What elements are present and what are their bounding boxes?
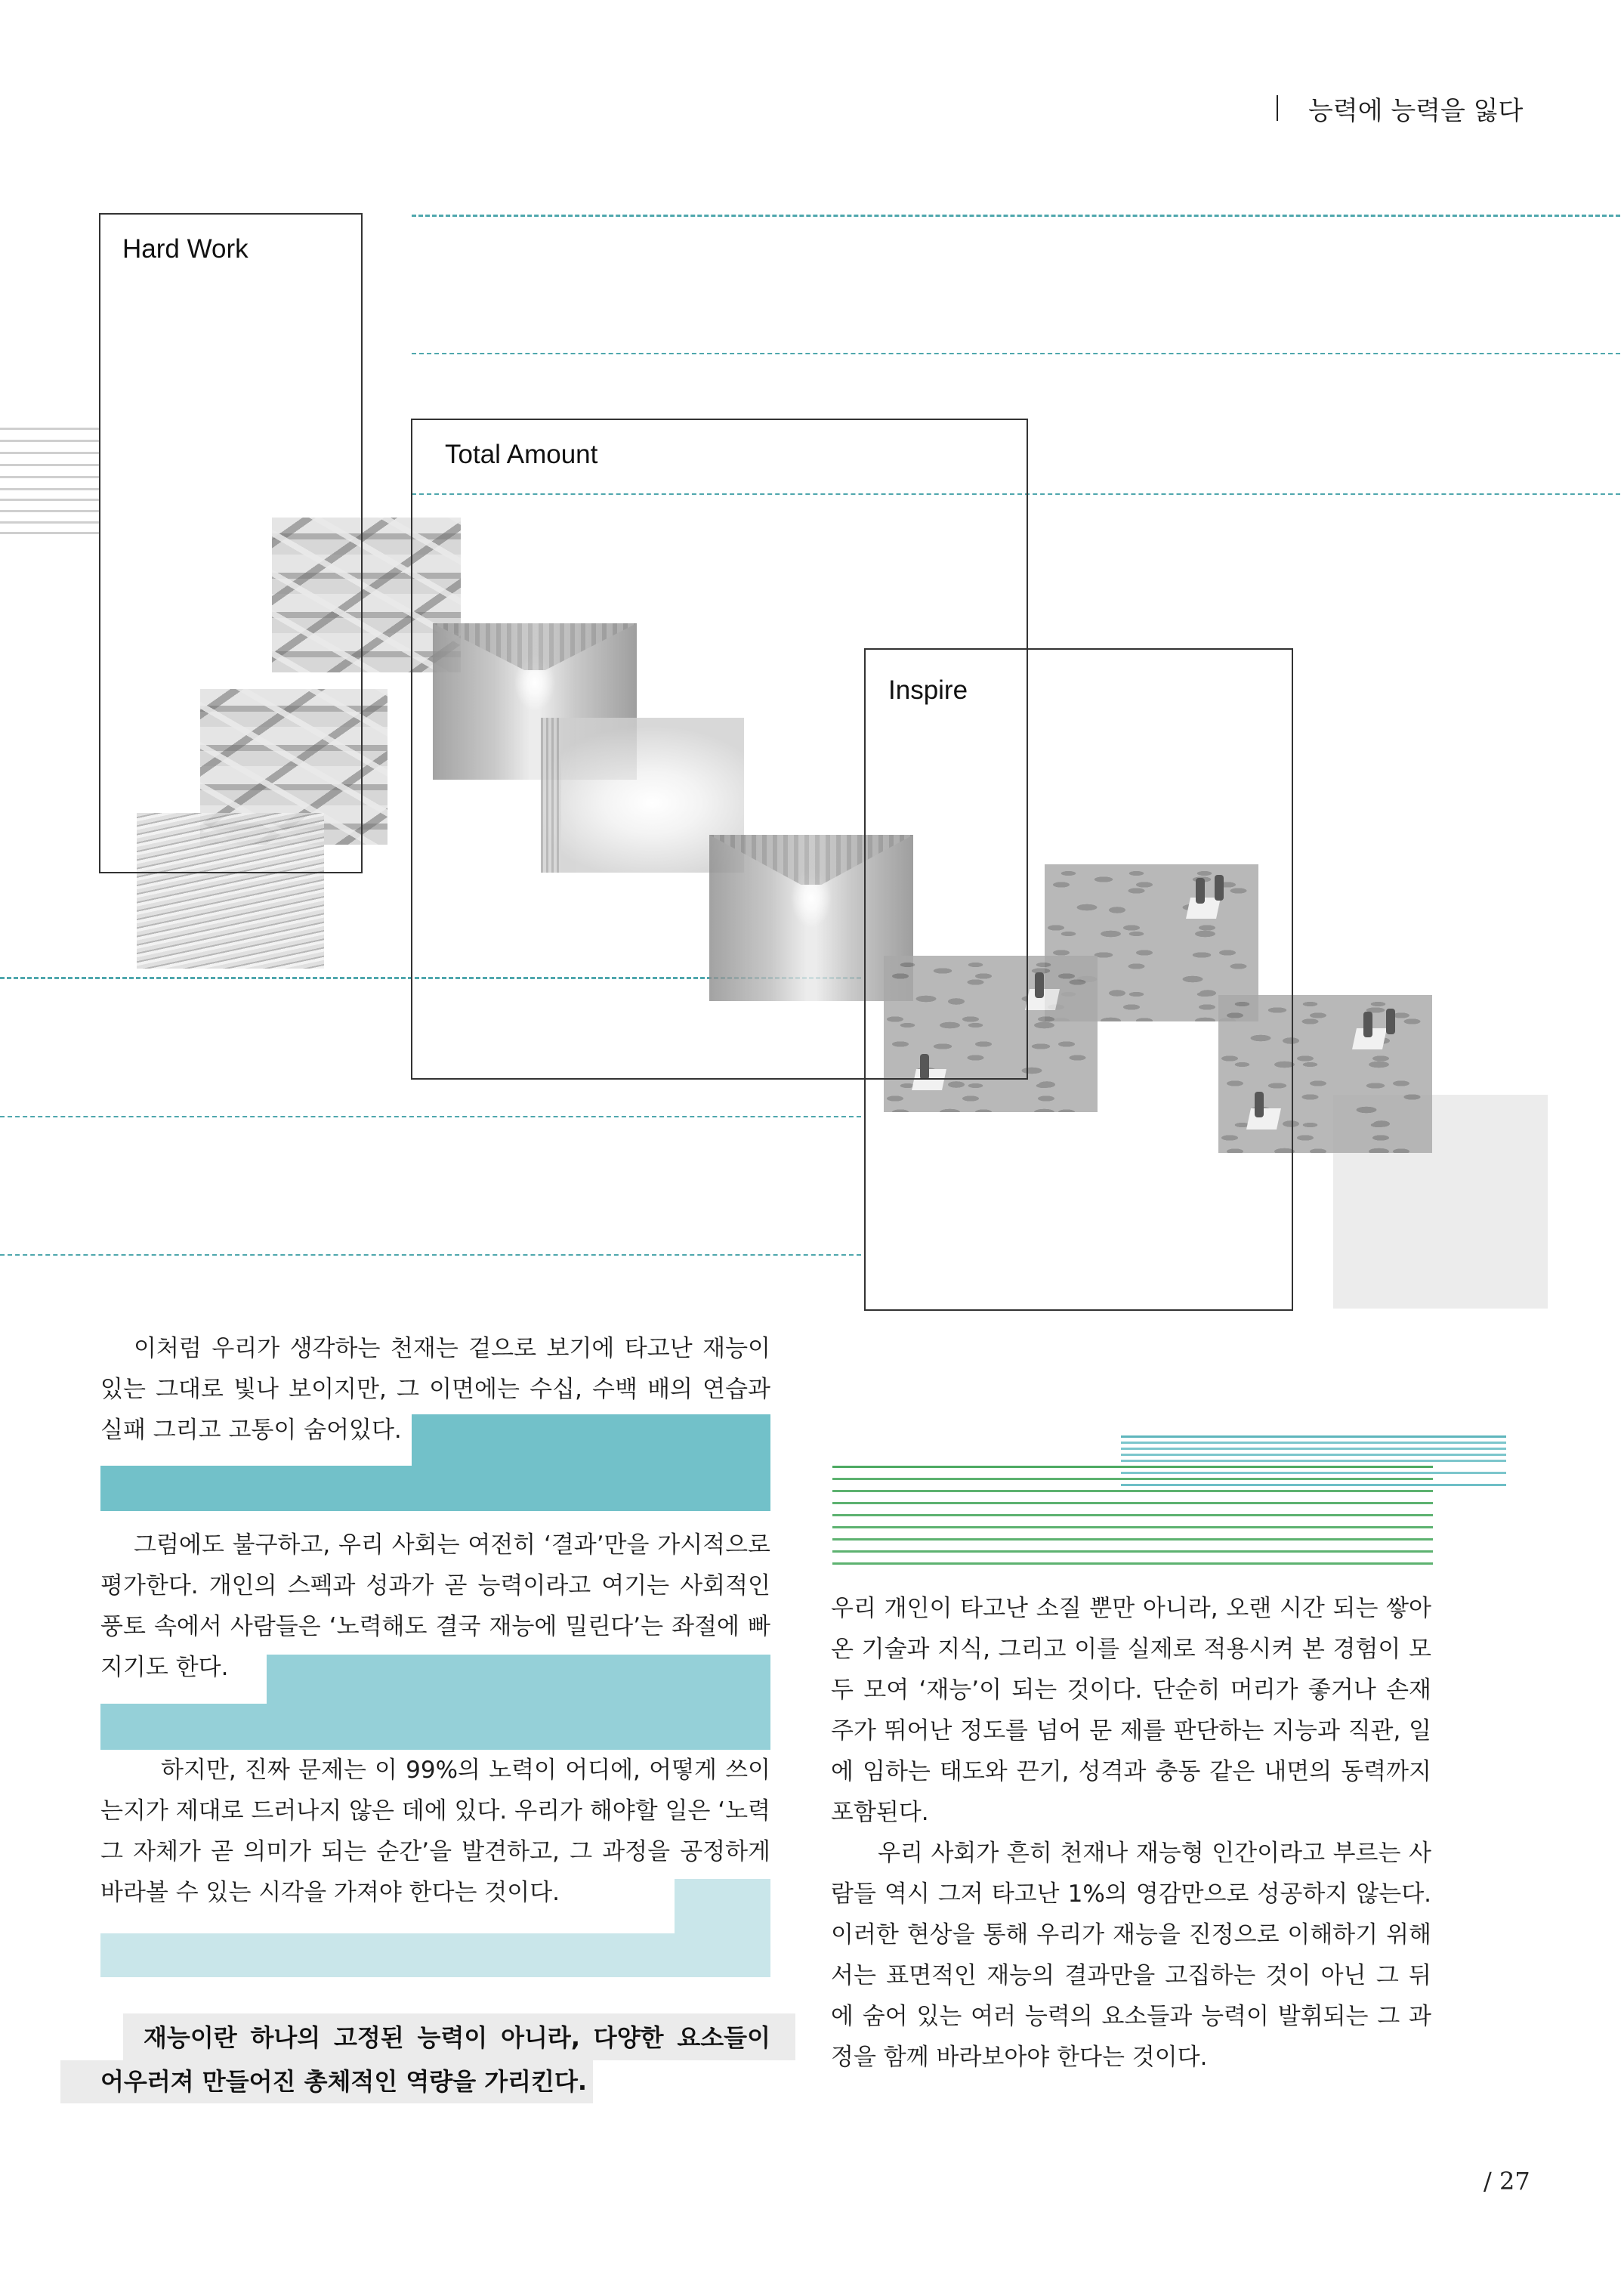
body-paragraph: 하지만, 진짜 문제는 이 99%의 노력이 어디에, 어떻게 쓰이는지가 제대로 드러나지 않은 데에 있다. 우리가 해야할 일은 ‘노력 그 자체가 곧 의미가 되는 순간’을 발견하고, 그 과정을 공정하게 바라볼 수 있는 시각을 가져야 한다는 것이다. bbox=[100, 1757, 770, 1906]
header-divider bbox=[1277, 95, 1278, 121]
body-paragraph: 우리 개인이 타고난 소질 뿐만 아니라, 오랜 시간 되는 쌓아온 기술과 지식, 그리고 이를 실제로 적용시켜 본 경험이 모두 모여 ‘재능’이 되는 것이다. 단순히 머리가 좋거나 손재주가 뛰어난 정도를 넘어 문 제를 판단하는 지능과 직관, 일에 임하는 태도와 끈기, 성격과 충동 같은 내면의 동력까지 포함된다. bbox=[831, 1595, 1431, 1826]
frame-hard-work bbox=[99, 213, 363, 873]
body-paragraph: 우리 사회가 흔히 천재나 재능형 인간이라고 부르는 사람들 역시 그저 타고난 1%의 영감만으로 성공하지 않는다. 이러한 현상을 통해 우리가 재능을 진정으로 이해하기 위해서는 표면적인 재능의 결과만을 고집하는 것이 아닌 그 뒤에 숨어 있는 여러 능력의 요소들과 능력이 발휘되는 그 과정을 함께 바라보아야 한다는 것이다. bbox=[831, 1840, 1431, 2071]
frame-inspire bbox=[864, 648, 1293, 1311]
frame-label-total-amount: Total Amount bbox=[445, 440, 598, 469]
pull-quote-line: 어우러져 만들어진 총체적인 역량을 가리킨다. bbox=[100, 2067, 588, 2096]
dashed-guide-line bbox=[0, 1116, 861, 1117]
frame-label-hard-work: Hard Work bbox=[122, 234, 249, 264]
running-title: 능력에 능력을 잃다 bbox=[1308, 95, 1524, 126]
dashed-guide-line bbox=[412, 215, 1620, 217]
body-paragraph: 그럼에도 불구하고, 우리 사회는 여전히 ‘결과’만을 가시적으로 평가한다. 개인의 스펙과 성과가 곧 능력이라고 여기는 사회적인 풍토 속에서 사람들은 ‘노력해도 결국 재능에 밀린다’는 좌절에 빠지기도 한다. bbox=[100, 1531, 770, 1681]
dashed-guide-line bbox=[412, 353, 1620, 354]
body-paragraph: 이처럼 우리가 생각하는 천재는 겉으로 보기에 타고난 재능이 있는 그대로 빛나 보이지만, 그 이면에는 수십, 수백 배의 연습과 실패 그리고 고통이 숨어있다. bbox=[100, 1335, 770, 1444]
frame-label-inspire: Inspire bbox=[888, 675, 968, 705]
pull-quote-line: 재능이란 하나의 고정된 능력이 아니라, 다양한 요소들이 bbox=[144, 2023, 770, 2052]
dashed-guide-line bbox=[0, 1254, 861, 1256]
running-header bbox=[1277, 89, 1523, 127]
page-number: / 27 bbox=[1484, 2167, 1530, 2196]
